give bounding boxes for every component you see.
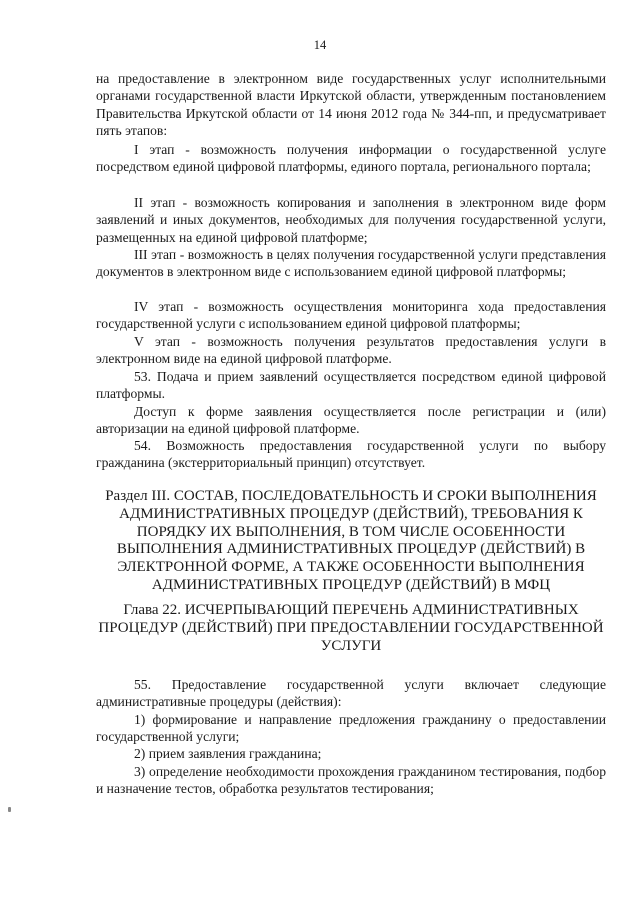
list-item-2: 2) прием заявления гражданина; <box>134 746 322 761</box>
scan-mark <box>8 807 11 812</box>
paragraph-stage-5: V этап - возможность получения результатов предоставления услуги в электронном виде на единой цифровой платформе. <box>96 334 606 367</box>
paragraph-stage-2: II этап - возможность копирования и заполнения в электронном виде форм заявлений и иных документов, необходимых для получения государственной услуги, размещенных на единой цифровой платформе; <box>96 195 606 245</box>
paragraph-stage-3: III этап - возможность в целях получения государственной услуги представления документов в электронном виде с использованием единой цифровой платформы; <box>96 247 606 280</box>
paragraph-access: Доступ к форме заявления осуществляется после регистрации и (или) авторизации на единой цифровой платформе. <box>96 404 606 437</box>
paragraph-53: 53. Подача и прием заявлений осуществляется посредством единой цифровой платформы. <box>96 369 606 402</box>
paragraph-55: 55. Предоставление государственной услуги включает следующие административные процедуры (действия): <box>96 677 606 710</box>
paragraph-stage-1: I этап - возможность получения информации о государственной услуге посредством единой цифровой платформы, единого портала, регионального портала; <box>96 142 606 175</box>
list-item-3: 3) определение необходимости прохождения гражданином тестирования, подбор и назначение тестов, обработка результатов тестирования; <box>96 764 606 797</box>
list-item-1: 1) формирование и направление предложения гражданину о предоставлении государственной услуги; <box>96 712 606 745</box>
chapter-heading: Глава 22. ИСЧЕРПЫВАЮЩИЙ ПЕРЕЧЕНЬ АДМИНИСТРАТИВНЫХ ПРОЦЕДУР (ДЕЙСТВИЙ) ПРИ ПРЕДОСТАВЛЕНИИ ГОСУДАРСТВЕННОЙ УСЛУГИ <box>98 602 604 654</box>
paragraph-stage-4: IV этап - возможность осуществления мониторинга хода предоставления государственной услуги с использованием единой цифровой платформы; <box>96 299 606 332</box>
paragraph-intro: на предоставление в электронном виде государственных услуг исполнительными органами государственной власти Иркутской области, утвержденным постановлением Правительства Иркутской области от 14 июня 2012 года № 344-пп, и предусматривает пять этапов: <box>96 71 606 138</box>
section-heading: Раздел III. СОСТАВ, ПОСЛЕДОВАТЕЛЬНОСТЬ И СРОКИ ВЫПОЛНЕНИЯ АДМИНИСТРАТИВНЫХ ПРОЦЕДУР (ДЕЙСТВИЙ), ТРЕБОВАНИЯ К ПОРЯДКУ ИХ ВЫПОЛНЕНИЯ, В ТОМ ЧИСЛЕ ОСОБЕННОСТИ ВЫПОЛНЕНИЯ АДМИНИСТРАТИВНЫХ ПРОЦЕДУР (ДЕЙСТВИЙ) В ЭЛЕКТРОННОЙ ФОРМЕ, А ТАКЖЕ ОСОБЕННОСТИ ВЫПОЛНЕНИЯ АДМИНИСТРАТИВНЫХ ПРОЦЕДУР (ДЕЙСТВИЙ) В МФЦ <box>105 488 597 593</box>
page-number: 14 <box>313 38 327 52</box>
paragraph-54: 54. Возможность предоставления государственной услуги по выбору гражданина (экстерриториальный принцип) отсутствует. <box>96 438 606 471</box>
